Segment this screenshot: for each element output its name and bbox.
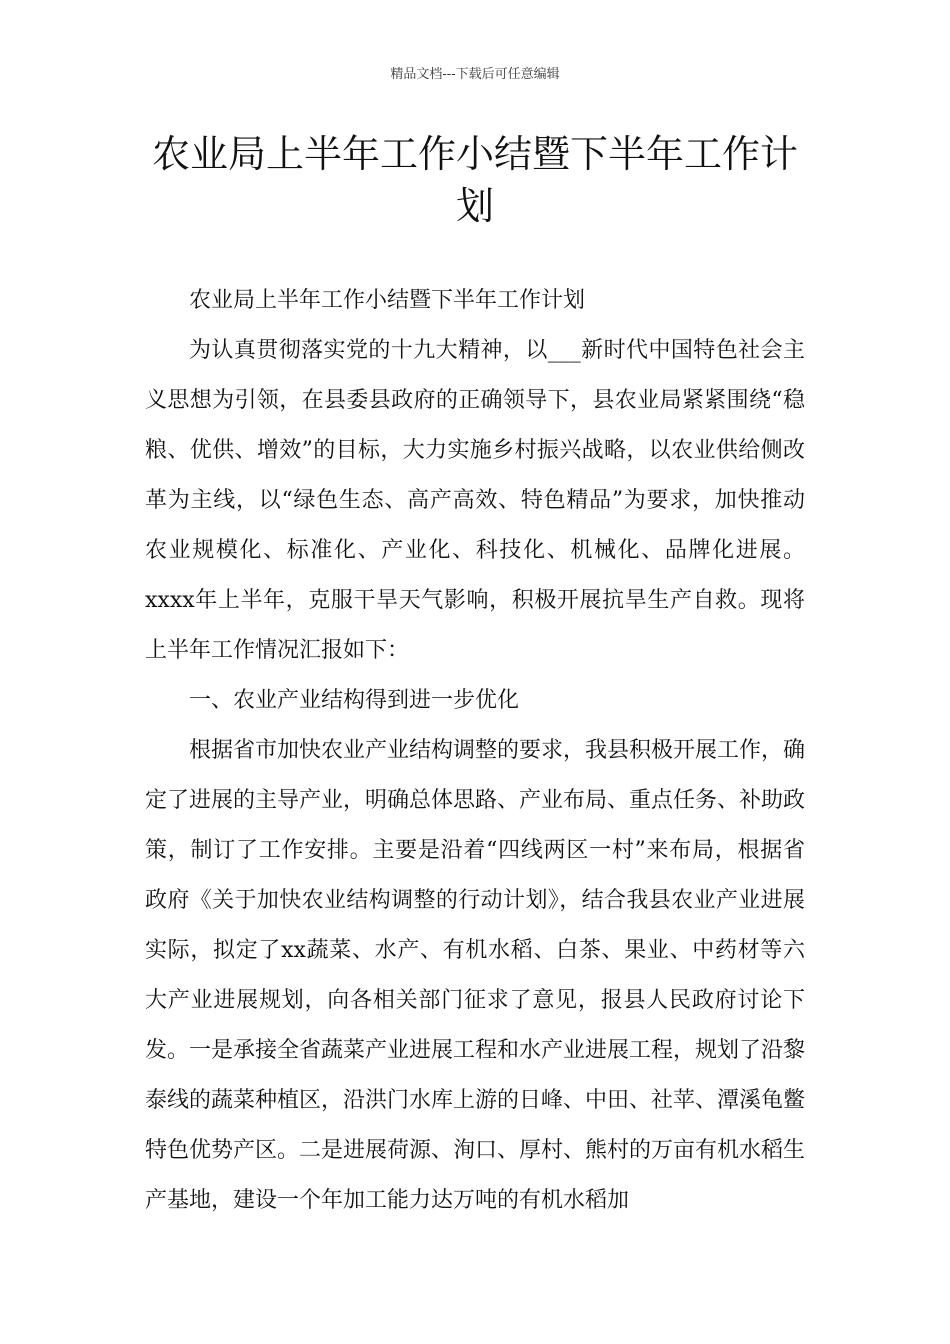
title-line-2: 划 bbox=[455, 184, 494, 228]
document-body bbox=[145, 276, 805, 1226]
page-header-note: 精品文档---下载后可任意编辑 bbox=[390, 67, 560, 82]
subtitle-paragraph: 农业局上半年工作小结暨下半年工作计划 bbox=[189, 288, 586, 313]
section-body-paragraph: 根据省市加快农业产业结构调整的要求，我县积极开展工作，确定了进展的主导产业，明确总体思路、产业布局、重点任务、补助政策，制订了工作安排。主要是沿着“四线两区一村”来布局，根据省政府《关于加快农业结构调整的行动计划》，结合我县农业产业进展实际，拟定了xx蔬菜、水产、有机水稻、白茶、果业、中药材等六大产业进展规划，向各相关部门征求了意见，报县人民政府讨论下发。一是承接全省蔬菜产业进展工程和水产业进展工程，规划了沿黎泰线的蔬菜种植区，沿洪门水库上游的日峰、中田、社苹、潭溪龟鳖特色优势产区。二是进展荷源、洵口、厚村、熊村的万亩有机水稻生产基地，建设一个年加工能力达万吨的有机水稻加 bbox=[145, 738, 806, 1213]
document-title bbox=[140, 128, 810, 232]
intro-paragraph: 为认真贯彻落实党的十九大精神，以___新时代中国特色社会主义思想为引领，在县委县政府的正确领导下，县农业局紧紧围绕“稳粮、优供、增效”的目标，大力实施乡村振兴战略，以农业供给侧改革为主线，以“绿色生态、高产高效、特色精品”为要求，加快推动农业规模化、标准化、产业化、科技化、机械化、品牌化进展。xxxx年上半年，克服干旱天气影响，积极开展抗旱生产自救。现将上半年工作情况汇报如下： bbox=[145, 338, 805, 663]
section-heading: 一、农业产业结构得到进一步优化 bbox=[189, 688, 520, 713]
title-line-1: 农业局上半年工作小结暨下半年工作计 bbox=[151, 132, 798, 176]
